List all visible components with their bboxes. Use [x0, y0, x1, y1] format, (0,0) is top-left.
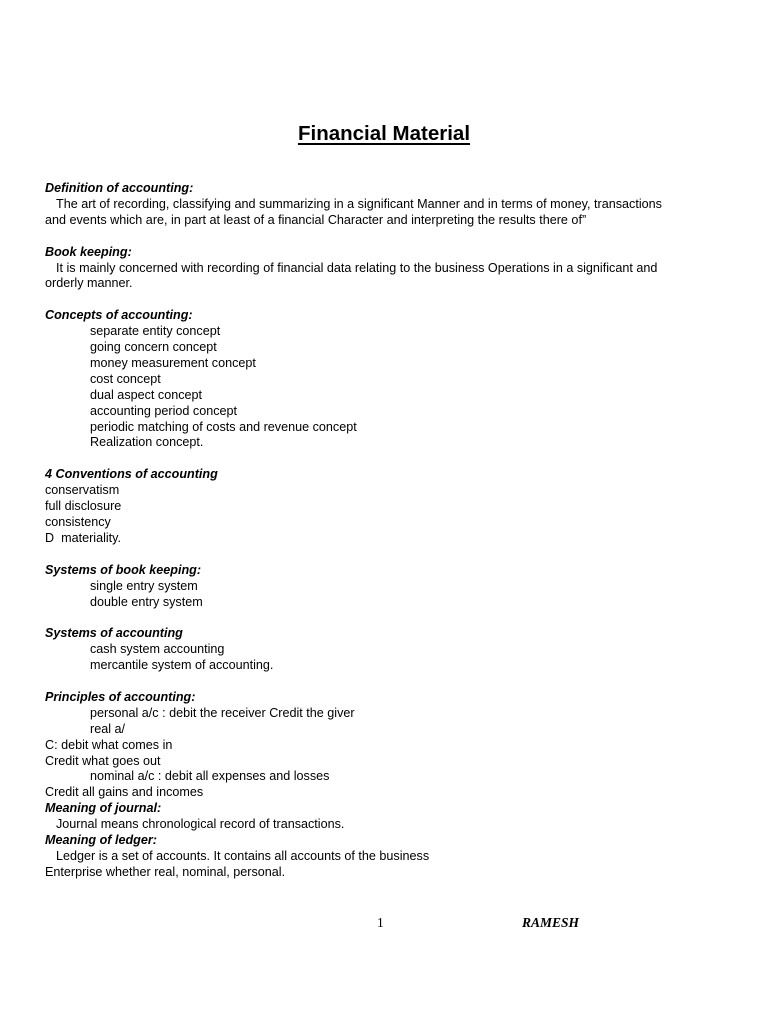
principle-line: real a/	[90, 721, 126, 736]
concept-item: cost concept	[90, 371, 161, 386]
journal-line: Journal means chronological record of transactions.	[56, 817, 345, 832]
principle-line: Credit all gains and incomes	[45, 785, 204, 800]
definition-heading: Definition of accounting:	[45, 181, 194, 195]
spacer	[45, 547, 735, 563]
concept-item: Realization concept.	[90, 435, 204, 450]
spacer	[45, 292, 735, 308]
principle-line: C: debit what comes in	[45, 737, 173, 752]
accounting-systems-heading: Systems of accounting	[45, 626, 183, 641]
ledger-line: Ledger is a set of accounts. It contains all accounts of the business	[56, 848, 430, 863]
definition-line: and events which are, in part at least of a financial Character and interpreting the results there of”	[45, 212, 587, 227]
convention-item: consistency	[45, 514, 111, 529]
concept-item: accounting period concept	[90, 403, 238, 418]
ledger-line: Enterprise whether real, nominal, personal.	[45, 864, 286, 879]
accounting-system-item: mercantile system of accounting.	[90, 658, 274, 673]
concept-item: separate entity concept	[90, 324, 221, 339]
document-body	[45, 181, 735, 881]
accounting-system-item: cash system accounting	[90, 642, 225, 657]
convention-item: D materiality.	[45, 530, 122, 545]
principles-heading: Principles of accounting:	[45, 689, 196, 704]
concept-item: periodic matching of costs and revenue concept	[90, 419, 357, 434]
concepts-heading: Concepts of accounting:	[45, 308, 193, 323]
concept-item: money measurement concept	[90, 355, 256, 370]
bookkeeping-system-item: double entry system	[90, 594, 203, 609]
bookkeeping-heading: Book keeping:	[45, 244, 132, 259]
spacer	[45, 451, 735, 467]
spacer	[45, 610, 735, 626]
bookkeeping-system-item: single entry system	[90, 578, 198, 593]
concept-item: going concern concept	[90, 340, 217, 355]
ledger-heading: Meaning of ledger:	[45, 833, 157, 848]
principle-line: Credit what goes out	[45, 753, 161, 768]
convention-item: full disclosure	[45, 499, 122, 514]
bookkeeping-line: orderly manner.	[45, 276, 133, 291]
concept-item: dual aspect concept	[90, 387, 203, 402]
page-number: 1	[377, 915, 384, 930]
spacer	[45, 229, 735, 245]
bookkeeping-systems-heading: Systems of book keeping:	[45, 562, 202, 577]
conventions-heading: 4 Conventions of accounting	[45, 467, 218, 482]
convention-item: conservatism	[45, 483, 120, 498]
document-title: Financial Material	[297, 122, 471, 145]
journal-heading: Meaning of journal:	[45, 801, 162, 816]
spacer	[45, 674, 735, 690]
definition-line: The art of recording, classifying and summarizing in a significant Manner and in terms of money, transactions	[56, 196, 662, 211]
footer-author: RAMESH	[522, 915, 580, 930]
principle-line: nominal a/c : debit all expenses and losses	[90, 769, 330, 784]
principle-line: personal a/c : debit the receiver Credit the giver	[90, 705, 355, 720]
bookkeeping-line: It is mainly concerned with recording of financial data relating to the business Operations in a significant and	[56, 260, 658, 275]
